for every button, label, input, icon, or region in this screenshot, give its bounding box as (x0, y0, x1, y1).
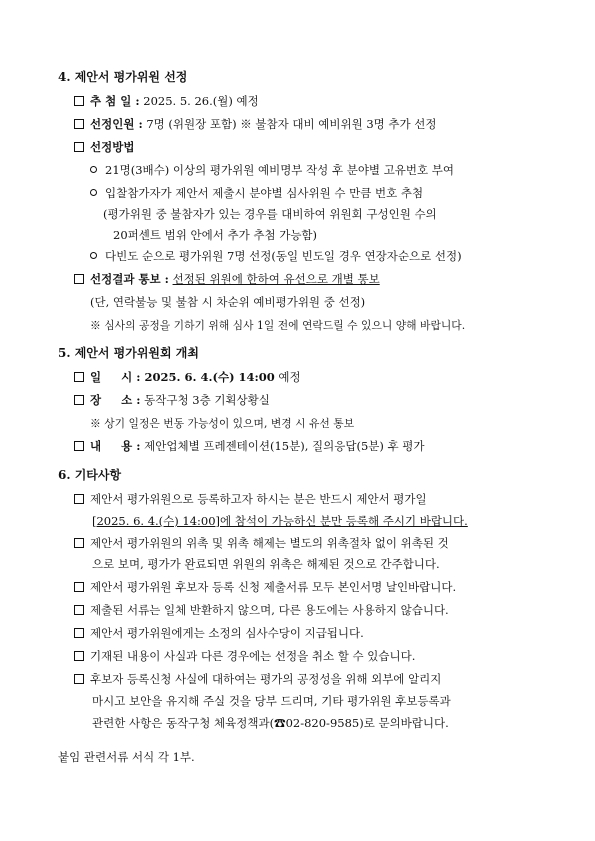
selection-count-row (74, 117, 437, 132)
result-notice-note: ※ 심사의 공정을 기하기 위해 심사 1일 전에 연락드릴 수 있으니 양해 바랍니다. (90, 319, 466, 332)
meeting-place-value: 동작구청 3층 기획상황실 (140, 393, 270, 407)
method-item-2-text: 입찰참가자가 제안서 제출시 분야별 심사위원 수 만큼 번호 추첨 (105, 186, 424, 200)
attachment-note: 붙임 관련서류 서식 각 1부. (58, 750, 195, 764)
section-4-title: 4. 제안서 평가위원 선정 (58, 70, 188, 84)
misc-item-6 (74, 649, 415, 664)
misc-item-1-cont (92, 514, 468, 529)
checkbox-icon (74, 494, 84, 504)
misc-item-1 (74, 492, 427, 507)
checkbox-icon (74, 628, 84, 638)
bullet-circle-icon (90, 189, 97, 196)
bullet-circle-icon (90, 252, 97, 259)
section-6-title: 6. 기타사항 (58, 468, 122, 482)
meeting-place-label: 장 소 : (90, 393, 141, 407)
method-item-2-cont-1: (평가위원 중 불참자가 있는 경우를 대비하여 위원회 구성인원 수의 (103, 207, 437, 221)
bullet-circle-icon (90, 166, 97, 173)
result-notice-row (74, 272, 380, 287)
meeting-date-value: 2025. 6. 4.(수) 14:00 (140, 370, 275, 384)
misc-item-5-text: 제안서 평가위원에게는 소정의 심사수당이 지급됩니다. (90, 626, 364, 640)
checkbox-icon (74, 274, 84, 284)
checkbox-icon (74, 96, 84, 106)
meeting-place-note: ※ 상기 일정은 번동 가능성이 있으며, 변경 시 유선 통보 (90, 417, 355, 430)
misc-item-2-cont: 으로 보며, 평가가 완료되면 위원의 위촉은 해제된 것으로 간주합니다. (92, 557, 440, 571)
checkbox-icon (74, 605, 84, 615)
misc-item-2-text: 제안서 평가위원의 위촉 및 위촉 해제는 별도의 위촉절차 없이 위촉된 것 (90, 536, 449, 550)
checkbox-icon (74, 142, 84, 152)
method-item-2 (90, 186, 423, 201)
misc-item-6-text: 기재된 내용이 사실과 다른 경우에는 선정을 취소 할 수 있습니다. (90, 649, 416, 663)
method-item-1 (90, 163, 454, 178)
misc-item-1-cont-text: [2025. 6. 4.(수) 14:00]에 참석이 가능하신 분만 등록해 주시기 바랍니다. (92, 514, 468, 528)
meeting-content-value: 제안업체별 프레젠테이션(15분), 질의응답(5분) 후 평가 (140, 439, 425, 453)
checkbox-icon (74, 582, 84, 592)
method-item-1-text: 21명(3배수) 이상의 평가위원 예비명부 작성 후 분야별 고유번호 부여 (105, 163, 454, 177)
checkbox-icon (74, 651, 84, 661)
misc-item-5 (74, 626, 364, 641)
meeting-content-row (74, 439, 425, 454)
section-5-title: 5. 제안서 평가위원회 개최 (58, 346, 199, 360)
meeting-place-row (74, 393, 270, 408)
selection-method-label: 선정방법 (90, 140, 135, 154)
method-item-3-text: 다빈도 순으로 평가위원 7명 선정(동일 빈도일 경우 연장자순으로 선정) (105, 249, 462, 263)
checkbox-icon (74, 395, 84, 405)
draw-date-value: 2025. 5. 26.(월) 예정 (139, 94, 259, 108)
result-notice-label: 선정결과 통보 : (90, 272, 169, 286)
checkbox-icon (74, 119, 84, 129)
method-item-3 (90, 249, 462, 264)
misc-item-3 (74, 580, 456, 595)
selection-count-label: 선정인원 : (90, 117, 143, 131)
selection-count-value: 7명 (위원장 포함) ※ 불참자 대비 예비위원 3명 추가 선정 (142, 117, 437, 131)
misc-item-4 (74, 603, 449, 618)
misc-item-3-text: 제안서 평가위원 후보자 등록 신청 제출서류 모두 본인서명 날인바랍니다. (90, 580, 457, 594)
draw-date-row (74, 94, 259, 109)
checkbox-icon (74, 538, 84, 548)
misc-item-7 (74, 672, 441, 687)
result-notice-sub: (단, 연락불능 및 불참 시 차순위 예비평가위원 중 선정) (90, 295, 366, 309)
checkbox-icon (74, 674, 84, 684)
meeting-date-label: 일 시 : (90, 370, 141, 384)
checkbox-icon (74, 441, 84, 451)
misc-item-2 (74, 536, 449, 551)
misc-item-7-cont-2: 관련한 사항은 동작구청 체육정책과(☎02-820-9585)로 문의바랍니다. (92, 716, 449, 730)
misc-item-7-cont-1: 마시고 보안을 유지해 주실 것을 당부 드리며, 기타 평가위원 후보등록과 (92, 694, 451, 708)
selection-method-row (74, 140, 134, 155)
draw-date-label: 추 첨 일 : (90, 94, 140, 108)
method-item-2-cont-2: 20퍼센트 범위 안에서 추가 추첨 가능함) (113, 228, 318, 242)
misc-item-1-text: 제안서 평가위원으로 등록하고자 하시는 분은 반드시 제안서 평가일 (90, 492, 427, 506)
misc-item-7-text: 후보자 등록신청 사실에 대하여는 평가의 공정성을 위해 외부에 알리지 (90, 672, 442, 686)
checkbox-icon (74, 372, 84, 382)
meeting-date-suffix: 예정 (274, 370, 301, 384)
meeting-content-label: 내 용 : (90, 439, 141, 453)
misc-item-4-text: 제출된 서류는 일체 반환하지 않으며, 다른 용도에는 사용하지 않습니다. (90, 603, 449, 617)
result-notice-value: 선정된 위원에 한하여 유선으로 개별 통보 (172, 272, 380, 286)
meeting-date-row (74, 370, 301, 385)
